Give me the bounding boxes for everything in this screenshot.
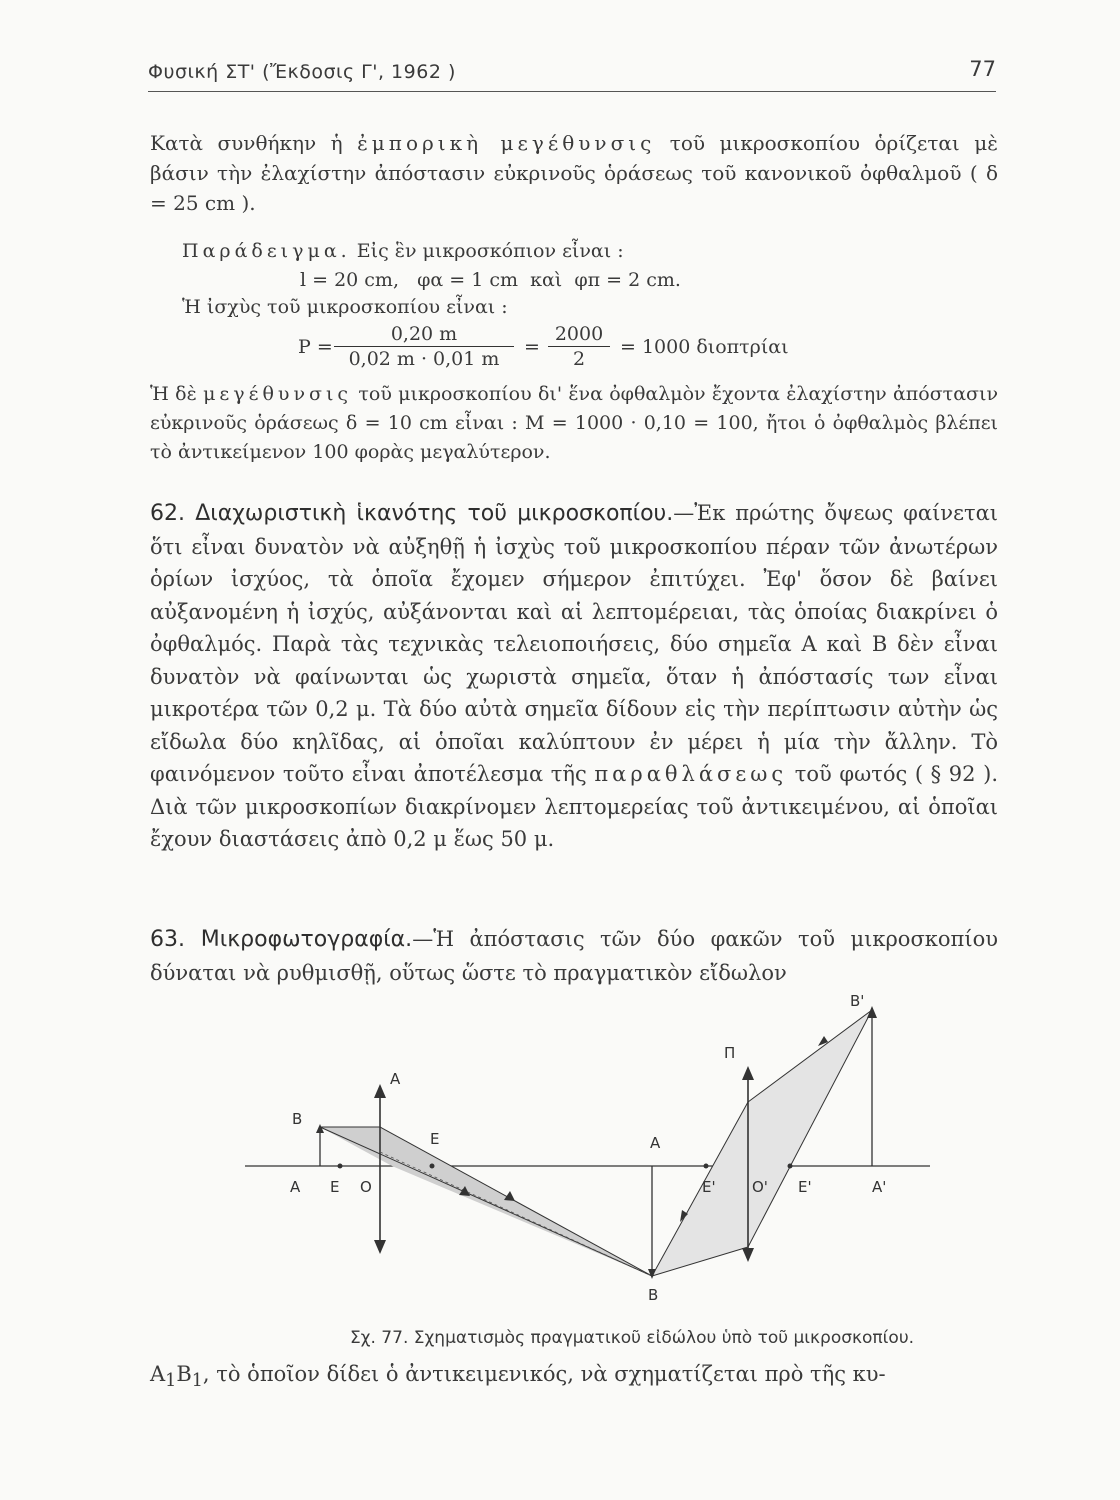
figure-caption: Σχ. 77. Σχηματισμὸς πραγματικοῦ εἰδώλου ὑπὸ τοῦ μικροσκοπίου. xyxy=(349,1328,915,1348)
microscope-ray-diagram xyxy=(240,992,1020,1302)
page-header xyxy=(148,55,996,92)
objective-lens-arrow-down xyxy=(374,1240,386,1254)
running-title: Φυσική ΣΤ' (Ἔκδοσις Γ', 1962 ) xyxy=(148,61,456,83)
formula-result: = 1000 διοπτρίαι xyxy=(620,336,789,358)
label-A-top: Α xyxy=(390,1070,401,1088)
label-Pi: Π xyxy=(724,1044,736,1062)
label-A-prime: Α' xyxy=(872,1178,887,1196)
eyepiece-beam-shading-2 xyxy=(652,1010,872,1276)
section-63-paragraph: 63. Μικροφωτογραφία.—Ἡ ἀπόστασις τῶν δύο φακῶν τοῦ μικροσκοπίου δύναται νὰ ρυθμισθῇ, οὕτως ὥστε τὸ πραγματικὸν εἴδωλον xyxy=(150,927,998,985)
label-B-prime: Β' xyxy=(850,992,865,1010)
label-E-prime-1: Ε' xyxy=(702,1178,716,1196)
label-B: Β xyxy=(292,1110,303,1128)
section-62-heading: 62. Διαχωριστικὴ ἱκανότης τοῦ μικροσκοπίου. xyxy=(150,501,674,526)
formula-lhs: P = xyxy=(298,336,333,358)
example-intro: Εἰς ἓν μικροσκόπιον εἶναι : xyxy=(356,240,624,262)
last-paragraph: $A_1B_1$, τὸ ὁποῖον δίδει ὁ ἀντικειμενικός, νὰ σχηματίζεται πρὸ τῆς κυ- xyxy=(150,1362,886,1392)
eyepiece-lens-arrow-down xyxy=(742,1248,754,1262)
power-intro: Ἡ ἰσχὺς τοῦ μικροσκοπίου εἶναι : xyxy=(182,296,508,318)
eyepiece-focal-point-left xyxy=(704,1164,709,1169)
commercial-magnification-paragraph: Κατὰ συνθήκην ἡ ἐμπορικὴ μεγέθυνσις τοῦ μικροσκοπίου ὁρίζεται μὲ βάσιν τὴν ἐλαχίστην ἀπόστασιν εὐκρινοῦς ὁράσεως τοῦ κανονικοῦ ὀφθαλμοῦ ( δ = 25 cm ). xyxy=(150,131,998,215)
emphasis-magnification: μεγέθυνσις xyxy=(203,383,353,405)
eyepiece-focal-point-right xyxy=(788,1164,793,1169)
ray-center xyxy=(320,1127,652,1276)
page-number: 77 xyxy=(969,57,996,81)
label-E-prime-2: Ε' xyxy=(798,1178,812,1196)
label-A1: Α xyxy=(650,1134,661,1152)
eyepiece-lens-arrow-up xyxy=(742,1066,754,1080)
example-givens: l = 20 cm, φα = 1 cm καὶ φπ = 2 cm. xyxy=(300,269,681,291)
label-O-prime: Ο' xyxy=(752,1178,768,1196)
section-62-paragraph: 62. Διαχωριστικὴ ἱκανότης τοῦ μικροσκοπίου.—Ἐκ πρώτης ὄψεως φαίνεται ὅτι εἶναι δυνατὸν νὰ αὐξηθῇ ἡ ἰσχὺς τοῦ μικροσκοπίου πέραν τῶν ἀνωτέρων ὁρίων ἰσχύος, τὰ ὁποῖα ἔχομεν σήμερον ἐπιτύχει. Ἐφ' ὅσον δὲ βαίνει αὐξανομένη ἡ ἰσχύς, αὐξάνονται καὶ αἱ λεπτομέρειαι, τὰς ὁποίας διακρίνει ὁ ὀφθαλμός. Παρὰ τὰς τεχνικὰς τελειοποιήσεις, δύο σημεῖα Α καὶ Β δὲν εἶναι δυνατὸν νὰ φαίνωνται ὡς χωριστὰ σημεῖα, ὅταν ἡ ἀπόστασίς των εἶναι μικροτέρα τῶν 0,2 μ. Τὰ δύο αὐτὰ σημεῖα δίδουν εἰς τὴν περίπτωσιν αὐτὴν ὡς εἴδωλα δύο κηλῖδας, αἱ ὁποῖαι καλύπτουν ἐν μέρει ἡ μία τὴν ἄλλην. Τὸ φαινόμενον τοῦτο εἶναι ἀποτέλεσμα τῆς παραθλάσεως τοῦ φωτός ( § 92 ). Διὰ τῶν μικροσκοπίων διακρίνομεν λεπτομερείας τοῦ ἀντικειμένου, αἱ ὁποῖαι ἔχουν διαστάσεις ἀπὸ 0,2 μ ἕως 50 μ. xyxy=(150,501,998,851)
section-63-heading: 63. Μικροφωτογραφία. xyxy=(150,927,413,952)
fraction-2: $\frac{2000}{2}$ xyxy=(548,322,610,371)
label-E-top: Ε xyxy=(430,1130,440,1148)
label-E-left: Ε xyxy=(330,1178,340,1196)
magnification-conclusion: Ἡ δὲ μεγέθυνσις τοῦ μικροσκοπίου δι' ἕνα ὀφθαλμὸν ἔχοντα ἐλαχίστην ἀπόστασιν εὐκρινοῦς ὁράσεως δ = 10 cm εἶναι : Μ = 1000 · 0,10 = 100, ἤτοι ὁ ὀφθαλμὸς βλέπει τὸ ἀντικείμενον 100 φορὰς μεγαλύτερον. xyxy=(150,383,998,463)
example-line xyxy=(182,240,624,262)
label-O: Ο xyxy=(360,1178,372,1196)
emphasis-commercial-magnification: ἐμπορικὴ μεγέθυνσις xyxy=(357,131,656,155)
objective-lens-arrow-up xyxy=(374,1084,386,1098)
emphasis-diffraction: παραθλάσεως xyxy=(594,762,788,786)
fraction-1: $\frac{0,20 m}{0,02 m \cdot 0,01 m}$ xyxy=(334,322,514,371)
label-A-axis: Α xyxy=(290,1178,301,1196)
label-B1: Β xyxy=(648,1286,659,1302)
example-label: Παράδειγμα. xyxy=(182,240,351,262)
ray-refracted xyxy=(380,1127,652,1276)
figure-svg xyxy=(240,992,1020,1302)
focal-point-left xyxy=(338,1164,343,1169)
focal-point-right xyxy=(430,1164,435,1169)
